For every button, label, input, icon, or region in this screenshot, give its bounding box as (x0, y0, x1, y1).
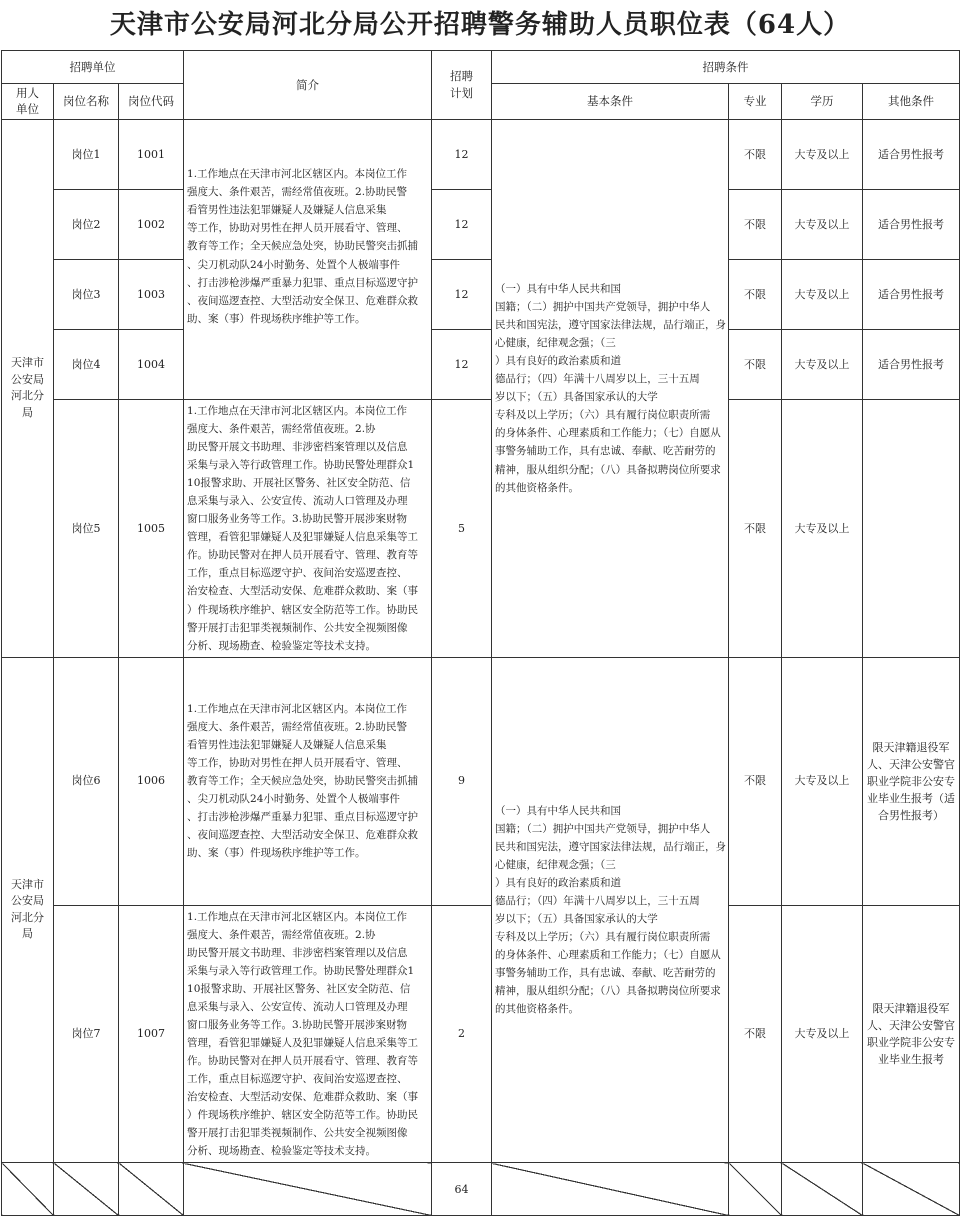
post-intro (184, 905, 432, 1163)
post-code: 1006 (119, 657, 184, 905)
text-line: 工作，重点目标巡逻守护、夜间治安巡逻查控、 (187, 1073, 408, 1086)
empty-diagonal-cell (2, 1163, 54, 1216)
post-major: 不限 (729, 657, 782, 905)
post-plan: 5 (432, 400, 492, 658)
empty-diagonal-cell (863, 1163, 960, 1216)
header-education: 学历 (782, 84, 863, 120)
post-other: 适合男性报考 (863, 120, 960, 190)
post-code: 1003 (119, 260, 184, 330)
text-line: 窗口服务业务等工作。3.协助民警开展涉案财物 (187, 513, 408, 526)
post-name: 岗位6 (54, 657, 119, 905)
text-line: （一）具有中华人民共和国 (495, 804, 622, 817)
text-line: 息采集与录入、公安宣传、流动人口管理及办理 (187, 495, 408, 508)
post-code: 1004 (119, 330, 184, 400)
table-row (2, 657, 960, 905)
table-row (2, 260, 960, 330)
text-line: 事警务辅助工作，具有忠诚、奉献、吃苦耐劳的 (495, 967, 716, 980)
text-line: 的身体条件、心理素质和工作能力；（七）自愿从 (495, 949, 721, 962)
empty-diagonal-cell (729, 1163, 782, 1216)
post-name: 岗位4 (54, 330, 119, 400)
post-education: 大专及以上 (782, 400, 863, 658)
text-line: 管理，看管犯罪嫌疑人及犯罪嫌疑人信息采集等工 (187, 1036, 419, 1049)
post-major: 不限 (729, 120, 782, 190)
post-other: 限天津籍退役军人、天津公安警官职业学院非公安专业毕业生报考（适合男性报考） (863, 657, 960, 905)
text-line: ）具有良好的政治素质和道 (495, 355, 622, 368)
text-line: 精神，服从组织分配；（八）具备拟聘岗位所要求 (495, 463, 721, 476)
text-line: 事警务辅助工作，具有忠诚、奉献、吃苦耐劳的 (495, 445, 716, 458)
header-employer (2, 84, 54, 120)
total-row (2, 1163, 960, 1216)
post-intro (184, 120, 432, 400)
basic-conditions-text (495, 280, 725, 497)
text-line: 教育等工作；全天候应急处突，协助民警突击抓捕 (187, 775, 419, 788)
table-row (2, 120, 960, 190)
position-table (1, 50, 960, 1216)
text-line: 警开展打击犯罪类视频制作、公共安全视频图像 (187, 621, 408, 634)
post-plan: 12 (432, 260, 492, 330)
text-line: 息采集与录入、公安宣传、流动人口管理及办理 (187, 1000, 408, 1013)
text-line: 警开展打击犯罪类视频制作、公共安全视频图像 (187, 1127, 408, 1140)
intro-text (187, 165, 428, 327)
post-name: 岗位1 (54, 120, 119, 190)
post-code: 1002 (119, 190, 184, 260)
post-name: 岗位3 (54, 260, 119, 330)
text-line: 、夜间巡逻查控、大型活动安全保卫、危难群众救 (187, 829, 419, 842)
empty-diagonal-cell (119, 1163, 184, 1216)
post-education: 大专及以上 (782, 330, 863, 400)
empty-diagonal-cell (54, 1163, 119, 1216)
header-post-code: 岗位代码 (119, 84, 184, 120)
post-code: 1007 (119, 905, 184, 1163)
employer-cell (2, 120, 54, 658)
post-education: 大专及以上 (782, 260, 863, 330)
total-plan: 64 (432, 1163, 492, 1216)
text-line: 的身体条件、心理素质和工作能力；（七）自愿从 (495, 427, 721, 440)
header-recruit-unit: 招聘单位 (2, 51, 184, 84)
text-line: 、打击涉枪涉爆严重暴力犯罪、重点目标巡逻守护 (187, 811, 419, 824)
text-line: 1.工作地点在天津市河北区辖区内。本岗位工作 (187, 702, 408, 715)
text-line: 强度大、条件艰苦，需经常值夜班。2.协助民警 (187, 720, 408, 733)
basic-conditions (492, 120, 729, 658)
basic-conditions-text (495, 802, 725, 1019)
header-intro: 简介 (184, 51, 432, 120)
post-education: 大专及以上 (782, 190, 863, 260)
text-line: ）件现场秩序维护、辖区安全防范等工作。协助民 (187, 1109, 419, 1122)
post-other: 适合男性报考 (863, 260, 960, 330)
text-line: 岁以下；（五）具备国家承认的大学 (495, 391, 658, 404)
text-line: 助民警开展文书助理、非涉密档案管理以及信息 (187, 946, 408, 959)
intro-text (187, 402, 428, 655)
text-line: 、打击涉枪涉爆严重暴力犯罪、重点目标巡逻守护 (187, 276, 419, 289)
post-other: 适合男性报考 (863, 330, 960, 400)
text-line: 专科及以上学历；（六）具有履行岗位职责所需 (495, 931, 711, 944)
table-row (2, 400, 960, 658)
header-post-name: 岗位名称 (54, 84, 119, 120)
text-line: 管理，看管犯罪嫌疑人及犯罪嫌疑人信息采集等工 (187, 531, 419, 544)
text-line: 国籍；（二）拥护中国共产党领导，拥护中华人 (495, 301, 711, 314)
table-row (2, 905, 960, 1163)
text-line: 强度大、条件艰苦，需经常值夜班。2.协 (187, 928, 376, 941)
text-line: 民共和国宪法，遵守国家法律法规，品行端正，身 (495, 840, 727, 853)
text-line: 治安检查、大型活动安保、危难群众救助、案（事 (187, 585, 419, 598)
empty-diagonal-cell (184, 1163, 432, 1216)
text-line: 强度大、条件艰苦，需经常值夜班。2.协 (187, 423, 376, 436)
text-line: ）具有良好的政治素质和道 (495, 876, 622, 889)
text-line: 精神，服从组织分配；（八）具备拟聘岗位所要求 (495, 985, 721, 998)
text-line: 、尖刀机动队24小时勤务、处置个人极端事件 (187, 793, 400, 806)
text-line: ）件现场秩序维护、辖区安全防范等工作。协助民 (187, 603, 419, 616)
post-plan: 12 (432, 330, 492, 400)
post-name: 岗位7 (54, 905, 119, 1163)
intro-text (187, 700, 428, 862)
page-title: 天津市公安局河北分局公开招聘警务辅助人员职位表（64人） (109, 10, 851, 40)
employer-name: 天津市公安局河北分局 (11, 356, 44, 419)
text-line: 10报警求助、开展社区警务、社区安全防范、信 (187, 477, 411, 490)
post-major: 不限 (729, 400, 782, 658)
post-major: 不限 (729, 330, 782, 400)
post-plan: 2 (432, 905, 492, 1163)
header-conditions: 招聘条件 (492, 51, 960, 84)
text-line: 等工作，协助对男性在押人员开展看守、管理、 (187, 757, 408, 770)
empty-diagonal-cell (492, 1163, 729, 1216)
text-line: 民共和国宪法，遵守国家法律法规，品行端正，身 (495, 319, 727, 332)
text-line: 德品行；（四）年满十八周岁以上，三十五周 (495, 894, 700, 907)
post-name: 岗位2 (54, 190, 119, 260)
employer-name: 天津市公安局河北分局 (11, 877, 44, 941)
header-other: 其他条件 (863, 84, 960, 120)
text-line: 工作，重点目标巡逻守护、夜间治安巡逻查控、 (187, 567, 408, 580)
text-line: 等工作，协助对男性在押人员开展看守、管理、 (187, 222, 408, 235)
text-line: 1.工作地点在天津市河北区辖区内。本岗位工作 (187, 168, 408, 181)
header-major: 专业 (729, 84, 782, 120)
text-line: 心健康，纪律观念强；（三 (495, 858, 616, 871)
post-code: 1001 (119, 120, 184, 190)
basic-conditions (492, 657, 729, 1163)
text-line: 岁以下；（五）具备国家承认的大学 (495, 912, 658, 925)
header-plan-label: 招聘计划 (450, 68, 474, 100)
text-line: 助、案（事）件现场秩序维护等工作。 (187, 312, 366, 325)
post-name: 岗位5 (54, 400, 119, 658)
text-line: 10报警求助、开展社区警务、社区安全防范、信 (187, 982, 411, 995)
text-line: 的其他资格条件。 (495, 1003, 580, 1016)
text-line: 、夜间巡逻查控、大型活动安全保卫、危难群众救 (187, 294, 419, 307)
post-intro (184, 400, 432, 658)
header-basic: 基本条件 (492, 84, 729, 120)
text-line: 采集与录入等行政管理工作。协助民警处理群众1 (187, 964, 415, 977)
text-line: 国籍；（二）拥护中国共产党领导，拥护中华人 (495, 822, 711, 835)
text-line: （一）具有中华人民共和国 (495, 283, 622, 296)
text-line: 分析、现场勘查、检验鉴定等技术支持。 (187, 1145, 377, 1158)
text-line: 作。协助民警对在押人员开展看守、管理、教育等 (187, 1055, 419, 1068)
post-education: 大专及以上 (782, 657, 863, 905)
text-line: 1.工作地点在天津市河北区辖区内。本岗位工作 (187, 910, 408, 923)
text-line: 采集与录入等行政管理工作。协助民警处理群众1 (187, 459, 415, 472)
text-line: 助、案（事）件现场秩序维护等工作。 (187, 847, 366, 860)
table-row (2, 330, 960, 400)
text-line: 专科及以上学历；（六）具有履行岗位职责所需 (495, 409, 711, 422)
text-line: 、尖刀机动队24小时勤务、处置个人极端事件 (187, 258, 400, 271)
post-other (863, 400, 960, 658)
header-employer-label: 用人单位 (16, 85, 39, 116)
text-line: 作。协助民警对在押人员开展看守、管理、教育等 (187, 549, 419, 562)
post-major: 不限 (729, 905, 782, 1163)
post-education: 大专及以上 (782, 905, 863, 1163)
post-plan: 12 (432, 120, 492, 190)
post-major: 不限 (729, 260, 782, 330)
text-line: 强度大、条件艰苦，需经常值夜班。2.协助民警 (187, 186, 408, 199)
text-line: 教育等工作；全天候应急处突，协助民警突击抓捕 (187, 240, 419, 253)
text-line: 窗口服务业务等工作。3.协助民警开展涉案财物 (187, 1018, 408, 1031)
post-plan: 9 (432, 657, 492, 905)
post-code: 1005 (119, 400, 184, 658)
header-plan (432, 51, 492, 120)
empty-diagonal-cell (782, 1163, 863, 1216)
post-plan: 12 (432, 190, 492, 260)
text-line: 1.工作地点在天津市河北区辖区内。本岗位工作 (187, 405, 408, 417)
intro-text (187, 908, 428, 1161)
text-line: 助民警开展文书助理、非涉密档案管理以及信息 (187, 441, 408, 454)
text-line: 分析、现场勘查、检验鉴定等技术支持。 (187, 639, 377, 652)
text-line: 的其他资格条件。 (495, 481, 580, 494)
text-line: 看管男性违法犯罪嫌疑人及嫌疑人信息采集 (187, 204, 387, 217)
post-education: 大专及以上 (782, 120, 863, 190)
post-other: 适合男性报考 (863, 190, 960, 260)
text-line: 看管男性违法犯罪嫌疑人及嫌疑人信息采集 (187, 739, 387, 752)
post-intro (184, 657, 432, 905)
post-other: 限天津籍退役军人、天津公安警官职业学院非公安专业毕业生报考 (863, 905, 960, 1163)
text-line: 心健康，纪律观念强；（三 (495, 337, 616, 350)
text-line: 德品行；（四）年满十八周岁以上，三十五周 (495, 373, 700, 386)
table-row (2, 190, 960, 260)
post-major: 不限 (729, 190, 782, 260)
text-line: 治安检查、大型活动安保、危难群众救助、案（事 (187, 1091, 419, 1104)
employer-cell (2, 657, 54, 1163)
